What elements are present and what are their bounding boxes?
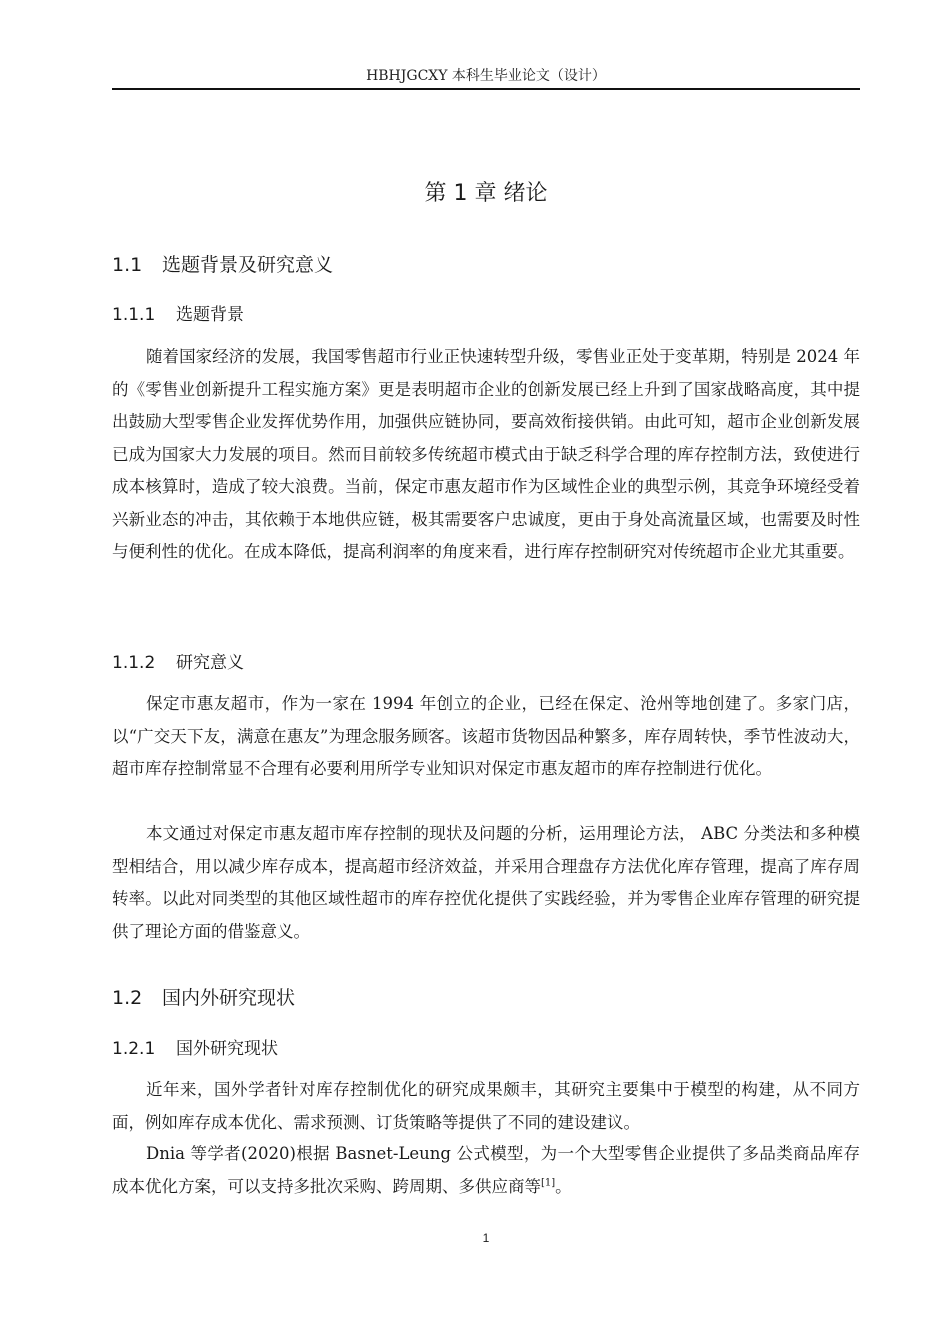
subsection-number: 1.1.1 — [112, 305, 156, 325]
page-number: 1 — [482, 1231, 490, 1245]
paragraph-end: 。 — [555, 1176, 572, 1196]
section-number: 1.2 — [112, 987, 143, 1009]
subsection-title: 国外研究现状 — [176, 1039, 278, 1059]
header-rule — [112, 88, 860, 90]
paragraph-significance-2: 本文通过对保定市惠友超市库存控制的现状及问题的分析，运用理论方法， ABC 分类法和多种模型相结合，用以减少库存成本，提高超市经济效益，并采用合理盘存方法优化库存管理，提高了库存周转率。以此对同类型的其他区域性超市的库存控优化提供了实践经验，并为零售企业库存管理的研究提供了理论方面的借鉴意义。 — [112, 824, 860, 941]
subsection-heading-1-2-1 — [112, 1036, 278, 1062]
section-title: 选题背景及研究意义 — [162, 254, 334, 276]
paragraph-text: Dnia 等学者(2020)根据 Basnet-Leung 公式模型，为一个大型零售企业提供了多品类商品库存成本优化方案，可以支持多批次采购、跨周期、多供应商等 — [112, 1144, 860, 1196]
subsection-heading-1-1-1 — [112, 302, 244, 328]
section-number: 1.1 — [112, 254, 143, 276]
running-header: HBHJGCXY 本科生毕业论文（设计） — [366, 68, 606, 84]
paragraph-dnia-study — [112, 1138, 860, 1203]
section-heading-1-1 — [112, 251, 333, 279]
paragraph-background: 随着国家经济的发展，我国零售超市行业正快速转型升级，零售业正处于变革期，特别是 2024 年的《零售业创新提升工程实施方案》更是表明超市企业的创新发展已经上升到了国家战略高度，其中提出鼓励大型零售企业发挥优势作用，加强供应链协同，要高效衔接供销。由此可知，超市企业创新发展已成为国家大力发展的项目。然而目前较多传统超市模式由于缺乏科学合理的库存控制方法，致使进行成本核算时，造成了较大浪费。当前，保定市惠友超市作为区域性企业的典型示例，其竞争环境经受着兴新业态的冲击，其依赖于本地供应链，极其需要客户忠诚度，更由于身处高流量区域，也需要及时性与便利性的优化。在成本降低，提高利润率的角度来看，进行库存控制研究对传统超市企业尤其重要。 — [112, 347, 860, 561]
section-heading-1-2 — [112, 984, 295, 1012]
subsection-number: 1.2.1 — [112, 1039, 156, 1059]
section-title: 国内外研究现状 — [162, 987, 296, 1009]
subsection-heading-1-1-2 — [112, 650, 244, 676]
chapter-title: 第 1 章 绪论 — [424, 181, 548, 206]
citation-reference[interactable]: [1] — [541, 1177, 556, 1188]
paragraph-foreign-research: 近年来，国外学者针对库存控制优化的研究成果颇丰，其研究主要集中于模型的构建，从不同方面，例如库存成本优化、需求预测、订货策略等提供了不同的建设建议。 — [112, 1080, 860, 1132]
subsection-title: 研究意义 — [176, 653, 244, 673]
paragraph-significance-1: 保定市惠友超市，作为一家在 1994 年创立的企业，已经在保定、沧州等地创建了。多家门店，以“广交天下友，满意在惠友”为理念服务顾客。该超市货物因品种繁多，库存周转快，季节性波动大，超市库存控制常显不合理有必要利用所学专业知识对保定市惠友超市的库存控制进行优化。 — [112, 694, 860, 778]
subsection-title: 选题背景 — [176, 305, 244, 325]
subsection-number: 1.1.2 — [112, 653, 156, 673]
